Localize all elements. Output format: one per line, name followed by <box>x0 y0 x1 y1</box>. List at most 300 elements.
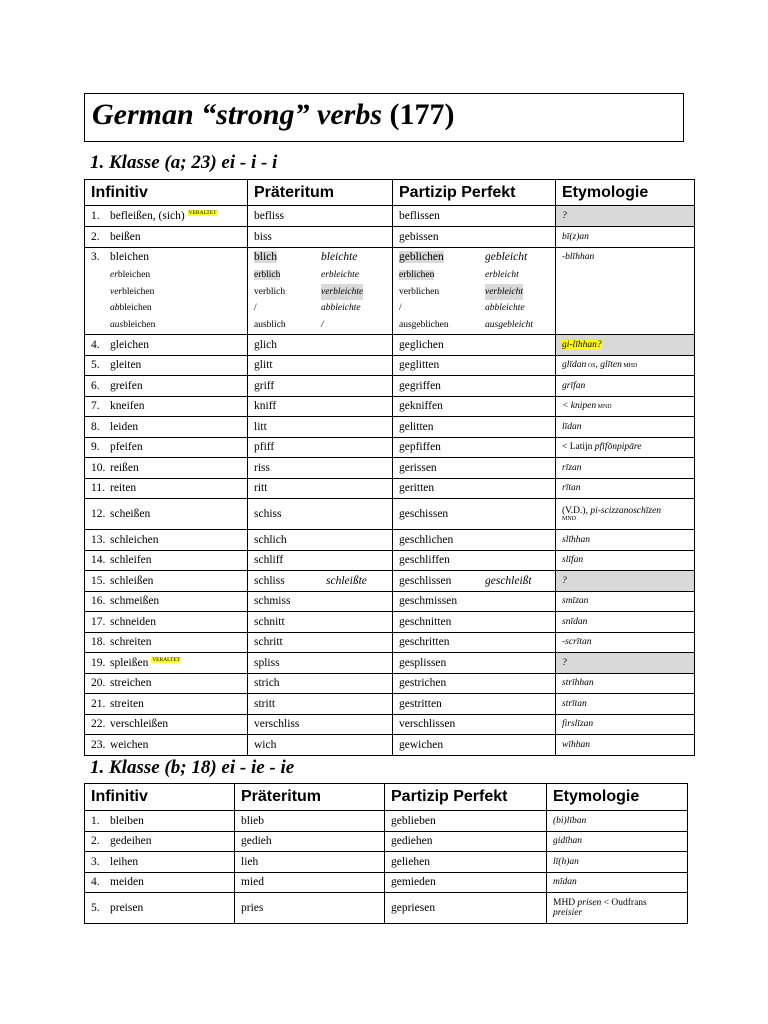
table-row <box>85 852 688 873</box>
partizip-cell-wrap <box>391 835 546 847</box>
etymology-cell-line <box>562 340 694 350</box>
praeteritum-cell-value: blich <box>254 251 277 263</box>
partizip-cell-value: geschritten <box>399 636 450 649</box>
etymology-cell-line <box>562 442 694 452</box>
table-row <box>85 714 695 735</box>
praeteritum-cell <box>248 653 393 674</box>
partizip-cell-wrap <box>399 210 555 222</box>
table-header-row <box>85 180 695 206</box>
table-row <box>85 612 695 633</box>
partizip-cell-value: gerissen <box>399 461 437 474</box>
etymology-cell-form: līdan <box>562 421 582 432</box>
infinitive-cell <box>85 735 248 756</box>
praeteritum-cell <box>248 376 393 397</box>
partizip-cell-value: gebissen <box>399 231 439 243</box>
etymology-cell <box>547 893 688 924</box>
etymology-cell-line <box>562 360 694 370</box>
row-number: 10. <box>91 461 106 474</box>
partizip-cell-wrap <box>399 482 555 494</box>
etymology-cell <box>556 694 695 715</box>
praeteritum-cell-wrap <box>241 815 384 827</box>
partizip-cell-value: gediehen <box>391 835 433 848</box>
praeteritum-cell-wrap <box>254 359 392 371</box>
praeteritum-cell-value: litt <box>254 420 267 433</box>
etymology-cell-line <box>562 658 694 668</box>
partizip-cell-wrap <box>399 462 555 474</box>
infinitive: gedeihen <box>110 835 152 848</box>
partizip-cell-wrap <box>399 441 555 453</box>
infinitive: schneiden <box>110 615 156 628</box>
partizip-cell <box>385 872 547 893</box>
infinitive-cell <box>85 376 248 397</box>
etymology-cell-form: -scrītan <box>562 637 592 648</box>
etymology-cell-line <box>553 857 687 867</box>
row-number: 11. <box>91 482 105 495</box>
praeteritum-cell-compound-alt: abbleichte <box>321 303 361 313</box>
praeteritum-cell-compound-alt: erbleichte <box>321 270 359 280</box>
etymology-cell-line <box>562 483 694 493</box>
etymology-cell-form: wīhhan <box>562 739 590 750</box>
infinitive: befleißen, (sich) <box>110 210 185 222</box>
etymology-cell <box>556 335 695 356</box>
partizip-cell-compound <box>399 284 555 301</box>
partizip-cell-wrap <box>399 575 555 587</box>
header-praeteritum: Präteritum <box>235 784 385 811</box>
etymology-cell-plain: < Latijn <box>562 442 595 453</box>
partizip-cell <box>385 893 547 924</box>
praeteritum-cell-value: schliff <box>254 554 284 567</box>
partizip-cell-value: geschnitten <box>399 615 452 628</box>
partizip-cell <box>393 248 556 335</box>
praeteritum-cell-wrap <box>254 462 392 474</box>
etymology-cell-line <box>562 719 694 729</box>
praeteritum-cell-wrap <box>254 739 392 751</box>
partizip-cell <box>385 831 547 852</box>
compound-infinitive <box>91 267 247 284</box>
partizip-cell <box>393 227 556 248</box>
infinitive-cell <box>85 893 235 924</box>
praeteritum-cell <box>235 811 385 832</box>
etymology-cell-form: strītan <box>562 698 587 709</box>
praeteritum-cell-compound <box>254 267 392 284</box>
etymology-cell-form: slīfan <box>562 555 584 566</box>
partizip-cell <box>393 571 556 592</box>
table-row <box>85 530 695 551</box>
praeteritum-cell-value: glich <box>254 338 277 351</box>
infinitive: schmeißen <box>110 595 160 608</box>
partizip-cell-value: geschlichen <box>399 533 454 546</box>
praeteritum-cell <box>248 355 393 376</box>
verb-table-1a <box>84 179 695 756</box>
partizip-cell-value: geritten <box>399 482 435 495</box>
infinitive-line <box>91 248 247 267</box>
etymology-cell-form: (bi)līban <box>553 815 587 826</box>
partizip-cell-compound-value: erblichen <box>399 270 435 280</box>
praeteritum-cell-wrap <box>254 677 392 689</box>
infinitive-cell <box>85 248 248 335</box>
partizip-cell-value: geschissen <box>399 508 449 520</box>
partizip-cell <box>393 612 556 633</box>
etymology-cell-line <box>562 381 694 391</box>
praeteritum-cell-value: gedieh <box>241 835 272 848</box>
partizip-cell-wrap <box>391 876 546 888</box>
praeteritum-cell-value: pfiff <box>254 441 275 454</box>
infinitive: schleichen <box>110 533 159 546</box>
praeteritum-cell-wrap <box>254 421 392 433</box>
praeteritum-cell <box>235 852 385 873</box>
etymology-cell-line <box>562 617 694 627</box>
praeteritum-cell-wrap <box>254 718 392 730</box>
infinitive: gleiten <box>110 359 142 372</box>
praeteritum-cell-value: lieh <box>241 855 259 868</box>
etymology-cell-line <box>562 699 694 709</box>
partizip-cell <box>393 550 556 571</box>
praeteritum-cell-value: befliss <box>254 210 285 222</box>
praeteritum-cell-wrap <box>241 902 384 914</box>
partizip-cell-value: geglichen <box>399 338 444 351</box>
etymology-cell <box>556 612 695 633</box>
row-number: 14. <box>91 554 106 567</box>
praeteritum-cell <box>248 499 393 530</box>
row-number: 5. <box>91 359 100 372</box>
praeteritum-cell <box>235 893 385 924</box>
etymology-cell-form: < knipen <box>562 401 597 412</box>
partizip-cell-wrap <box>399 657 555 669</box>
etymology-cell-form: ? <box>562 575 567 586</box>
etymology-cell-plain: MHD <box>553 898 578 908</box>
etymology-cell-form: ? <box>562 211 567 221</box>
partizip-cell-value: geschmissen <box>399 595 458 608</box>
row-number: 21. <box>91 697 106 710</box>
infinitive: greifen <box>110 379 143 392</box>
etymology-cell-line <box>562 506 694 516</box>
praeteritum-cell-wrap <box>254 339 392 351</box>
infinitive: schreiten <box>110 636 152 649</box>
praeteritum-cell-wrap <box>241 835 384 847</box>
row-number: 15. <box>91 574 106 587</box>
page-title <box>92 98 455 132</box>
partizip-cell-wrap <box>399 698 555 710</box>
etymology-form: -blīhhan <box>562 252 595 262</box>
row-number: 12. <box>91 508 106 520</box>
praeteritum-cell <box>248 335 393 356</box>
row-number: 17. <box>91 615 106 628</box>
etymology-cell-form: rīzan <box>562 462 582 473</box>
infinitive: gleichen <box>110 338 149 351</box>
praeteritum-cell-value: schiss <box>254 508 282 520</box>
etymology-cell-form: snīdan <box>562 616 588 627</box>
etymology-cell-plain: (V.D.), <box>562 506 591 516</box>
infinitive-cell <box>85 417 248 438</box>
partizip-cell-compound <box>399 300 555 317</box>
praeteritum-cell <box>248 673 393 694</box>
etymology-cell-form: grīfan <box>562 380 586 391</box>
partizip-cell <box>393 376 556 397</box>
partizip-cell-wrap <box>399 400 555 412</box>
compound-infinitive <box>91 317 247 334</box>
etymology-cell-form: smīzan <box>562 596 589 607</box>
partizip-cell-wrap <box>399 718 555 730</box>
partizip-cell-compound <box>399 317 555 334</box>
table-row <box>85 206 695 227</box>
infinitive: streichen <box>110 677 152 690</box>
partizip-cell-value: gepriesen <box>391 902 436 914</box>
partizip-cell <box>393 458 556 479</box>
partizip-cell-value: verschlissen <box>399 718 456 731</box>
partizip-cell-wrap <box>391 856 546 868</box>
praeteritum-cell-compound-alt: / <box>321 319 324 330</box>
partizip-cell <box>393 396 556 417</box>
row-number: 4. <box>91 876 100 889</box>
infinitive-cell <box>85 831 235 852</box>
section-heading-1a: 1. Klasse (a; 23) ei - i - i <box>90 152 278 173</box>
partizip-cell-value: gewichen <box>399 738 444 751</box>
praeteritum-cell-wrap <box>254 636 392 648</box>
row-number: 8. <box>91 420 100 433</box>
row-number: 3. <box>91 251 100 263</box>
infinitive: schleifen <box>110 554 152 567</box>
partizip-cell-wrap <box>399 231 555 243</box>
praeteritum-cell <box>248 612 393 633</box>
table-row <box>85 694 695 715</box>
praeteritum-cell-compound-value: verblich <box>254 286 286 297</box>
row-number: 18. <box>91 636 106 649</box>
partizip-cell <box>393 530 556 551</box>
partizip-cell-compound <box>399 267 555 284</box>
praeteritum-cell <box>248 530 393 551</box>
etymology-cell-form: pfīfōn <box>594 442 617 453</box>
etymology-cell-tail: pipāre <box>616 442 642 453</box>
etymology-cell <box>556 653 695 674</box>
header-etymologie: Etymologie <box>547 784 688 811</box>
infinitive: streiten <box>110 697 144 710</box>
row-number: 22. <box>91 718 106 731</box>
etymology-cell <box>556 355 695 376</box>
praeteritum-cell-value: blieb <box>241 814 264 827</box>
partizip-cell <box>385 852 547 873</box>
praeteritum-cell-value: schlich <box>254 533 287 546</box>
table-row <box>85 811 688 832</box>
table-row <box>85 893 688 924</box>
etymology-cell <box>556 227 695 248</box>
etymology-cell-line <box>562 596 694 606</box>
infinitive: kneifen <box>110 400 145 413</box>
etymology-cell-source2: MHD <box>621 363 638 370</box>
etymology-cell-line2: preisier <box>553 908 583 918</box>
etymology-cell-form: slīhhan <box>562 534 590 545</box>
table-row <box>85 591 695 612</box>
infinitive-cell <box>85 530 248 551</box>
partizip-cell-wrap <box>399 339 555 351</box>
row-number: 7. <box>91 400 100 413</box>
praeteritum-cell <box>248 735 393 756</box>
partizip-cell <box>393 499 556 530</box>
praeteritum-cell <box>248 206 393 227</box>
compound-infinitive <box>91 300 247 317</box>
infinitive-cell <box>85 714 248 735</box>
infinitive: spleißen <box>110 656 149 669</box>
partizip-cell <box>393 417 556 438</box>
praeteritum-cell-wrap <box>254 441 392 453</box>
partizip-cell <box>393 653 556 674</box>
etymology-cell-plain2: < Oudfrans <box>601 898 647 908</box>
etymology-cell <box>556 437 695 458</box>
row-number: 6. <box>91 379 100 392</box>
partizip-cell-value: gegriffen <box>399 379 441 392</box>
table-header-row <box>85 784 688 811</box>
header-partizip: Partizip Perfekt <box>393 180 556 206</box>
row-number: 9. <box>91 441 100 454</box>
header-infinitiv: Infinitiv <box>85 180 248 206</box>
praeteritum-cell-wrap <box>254 380 392 392</box>
etymology-cell-line <box>562 535 694 545</box>
partizip-cell-wrap <box>399 421 555 433</box>
infinitive: reiten <box>110 482 137 495</box>
praeteritum-cell-wrap <box>254 698 392 710</box>
partizip-cell-wrap <box>391 902 546 914</box>
table-row <box>85 478 695 499</box>
header-infinitiv: Infinitiv <box>85 784 235 811</box>
verb-table-1b <box>84 783 688 924</box>
title-count: (177) <box>389 98 455 131</box>
praeteritum-cell-wrap <box>254 595 392 607</box>
praeteritum-cell-wrap <box>254 508 392 520</box>
praeteritum-cell-compound-value: erblich <box>254 270 281 280</box>
praeteritum-cell-value: strich <box>254 677 280 690</box>
table-row <box>85 499 695 530</box>
etymology-cell <box>547 852 688 873</box>
praeteritum-cell-compound-alt: verbleichte <box>321 284 363 301</box>
etymology-cell-line <box>562 576 694 586</box>
praeteritum-cell-wrap <box>254 616 392 628</box>
partizip-cell-wrap <box>399 739 555 751</box>
partizip-cell-value: gestritten <box>399 697 442 710</box>
header-praeteritum: Präteritum <box>248 180 393 206</box>
prefix: ab <box>110 303 120 313</box>
etymology-cell <box>556 248 695 335</box>
partizip-cell-wrap <box>399 359 555 371</box>
etymology-cell-form: rītan <box>562 483 581 494</box>
praeteritum-cell-wrap <box>254 554 392 566</box>
row-number: 5. <box>91 902 100 914</box>
partizip-cell-value: gestrichen <box>399 677 447 690</box>
infinitive: meiden <box>110 876 144 889</box>
stem: bleichen <box>119 303 152 313</box>
etymology-cell <box>556 714 695 735</box>
etymology-cell <box>556 550 695 571</box>
infinitive-cell <box>85 612 248 633</box>
etymology-cell-line <box>562 678 694 688</box>
partizip-cell-value: gemieden <box>391 876 436 889</box>
etymology-cell-line <box>562 463 694 473</box>
etymology-cell <box>547 872 688 893</box>
infinitive-cell <box>85 499 248 530</box>
table-row <box>85 872 688 893</box>
partizip-cell-value: gesplissen <box>399 656 447 669</box>
etymology-cell-form: gidīhan <box>553 836 583 847</box>
etymology-cell <box>556 571 695 592</box>
infinitive-cell <box>85 591 248 612</box>
row-number: 3. <box>91 855 100 868</box>
partizip-cell <box>393 206 556 227</box>
infinitive-cell <box>85 437 248 458</box>
etymology-cell-form: prisen <box>577 898 602 908</box>
prefix: er <box>110 270 118 280</box>
etymology-cell-line2: MND <box>562 516 577 522</box>
stem: bleichen <box>122 286 155 297</box>
praeteritum-cell <box>248 248 393 335</box>
row-number: 23. <box>91 738 106 751</box>
partizip-cell-value: geblichen <box>399 251 444 263</box>
praeteritum-cell-value: schritt <box>254 636 283 649</box>
etymology-cell-line <box>553 836 687 846</box>
praeteritum-cell-value: riss <box>254 461 270 474</box>
etymology-cell <box>547 831 688 852</box>
partizip-cell-wrap <box>399 636 555 648</box>
etymology-cell-form: mīdan <box>553 877 577 888</box>
table-row <box>85 550 695 571</box>
partizip-cell <box>393 437 556 458</box>
partizip-cell-wrap <box>399 534 555 546</box>
row-number: 2. <box>91 231 100 243</box>
praeteritum-cell-wrap <box>241 856 384 868</box>
infinitive: reißen <box>110 461 139 474</box>
etymology-cell-line <box>562 637 694 647</box>
infinitive-cell <box>85 458 248 479</box>
partizip-cell-main <box>399 248 555 267</box>
partizip-cell <box>393 694 556 715</box>
partizip-cell-compound-value: ausgeblichen <box>399 319 449 330</box>
title-main: German “strong” verbs <box>92 98 383 131</box>
infinitive: verschleißen <box>110 718 169 731</box>
row-number: 2. <box>91 835 100 848</box>
partizip-cell-wrap <box>391 815 546 827</box>
partizip-cell-alt: geschleißt <box>485 574 532 587</box>
partizip-cell-value: gepfiffen <box>399 441 441 454</box>
partizip-cell <box>393 335 556 356</box>
partizip-cell-value: geschlissen <box>399 574 452 587</box>
infinitive-cell <box>85 811 235 832</box>
etymology-cell-line <box>553 898 687 908</box>
praeteritum-cell-wrap <box>254 575 392 587</box>
table-row <box>85 735 695 756</box>
etymology-cell-line <box>562 422 694 432</box>
etymology-cell-line <box>562 232 694 242</box>
infinitive-cell <box>85 632 248 653</box>
table-row <box>85 355 695 376</box>
etymology-cell <box>556 396 695 417</box>
etymology-cell <box>556 458 695 479</box>
etymology-cell <box>547 811 688 832</box>
praeteritum-cell <box>248 417 393 438</box>
infinitive-cell <box>85 673 248 694</box>
infinitive-cell <box>85 478 248 499</box>
table-row-bleichen <box>85 248 695 335</box>
stem: bleichen <box>123 319 156 330</box>
etymology-cell-tail: , glīten <box>595 360 622 371</box>
infinitive: leiden <box>110 420 139 433</box>
infinitive-cell <box>85 396 248 417</box>
partizip-cell-value: gekniffen <box>399 400 443 413</box>
praeteritum-cell-value: griff <box>254 379 275 392</box>
infinitive: bleichen <box>110 251 149 263</box>
partizip-cell <box>393 632 556 653</box>
stem: bleichen <box>117 270 151 280</box>
row-number: 1. <box>91 210 100 222</box>
praeteritum-cell <box>248 591 393 612</box>
prefix: ver <box>110 286 123 297</box>
partizip-cell-wrap <box>399 380 555 392</box>
